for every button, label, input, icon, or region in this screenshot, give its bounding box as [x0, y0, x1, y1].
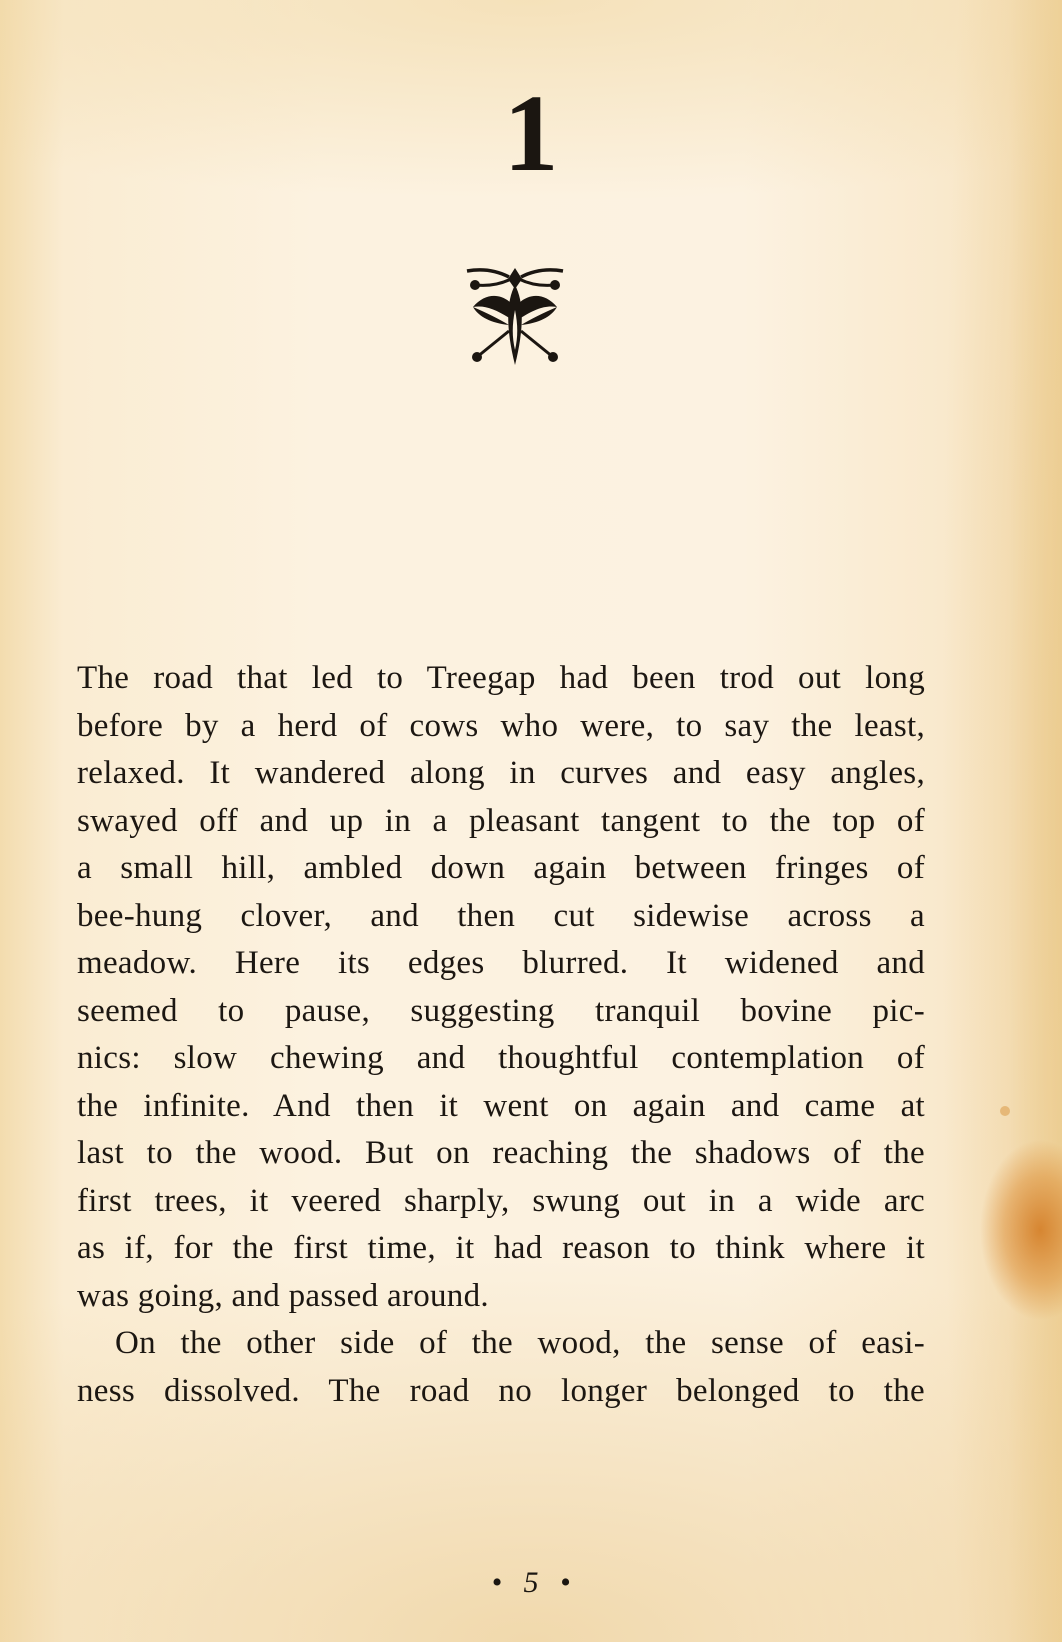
paragraph-2 — [77, 1320, 925, 1415]
text-line: was going, and passed around. — [77, 1277, 489, 1314]
text-line: bee-hung clover, and then cut sidewise across a — [77, 897, 925, 934]
text-line: nics: slow chewing and thoughtful contemplation of — [77, 1040, 925, 1076]
text-line: last to the wood. But on reaching the shadows of the — [77, 1135, 925, 1171]
text-line: On the other side of the wood, the sense of easi- — [115, 1325, 925, 1361]
text-line: before by a herd of cows who were, to say the least, — [77, 707, 925, 744]
text-line: The road that led to Treegap had been trod out long — [77, 660, 925, 696]
text-line: a small hill, ambled down again between fringes of — [77, 850, 925, 886]
text-line: relaxed. It wandered along in curves and easy angles, — [77, 755, 925, 791]
text-line: the infinite. And then it went on again and came at — [77, 1087, 925, 1124]
chapter-number: 1 — [503, 72, 559, 194]
text-line: first trees, it veered sharply, swung out in a wide arc — [77, 1182, 925, 1219]
text-line: seemed to pause, suggesting tranquil bovine pic- — [77, 992, 925, 1029]
body-text — [77, 655, 925, 1415]
fleuron-ornament-icon — [465, 265, 565, 365]
paper-stain — [1000, 1106, 1010, 1116]
paragraph-1 — [77, 655, 925, 1320]
text-line: as if, for the first time, it had reason to think where it — [77, 1230, 925, 1266]
text-line: ness dissolved. The road no longer belonged to the — [77, 1372, 925, 1409]
text-line: meadow. Here its edges blurred. It widened and — [77, 945, 925, 981]
text-line: swayed off and up in a pleasant tangent to the top of — [77, 802, 925, 839]
page-number: • 5 • — [491, 1566, 571, 1599]
